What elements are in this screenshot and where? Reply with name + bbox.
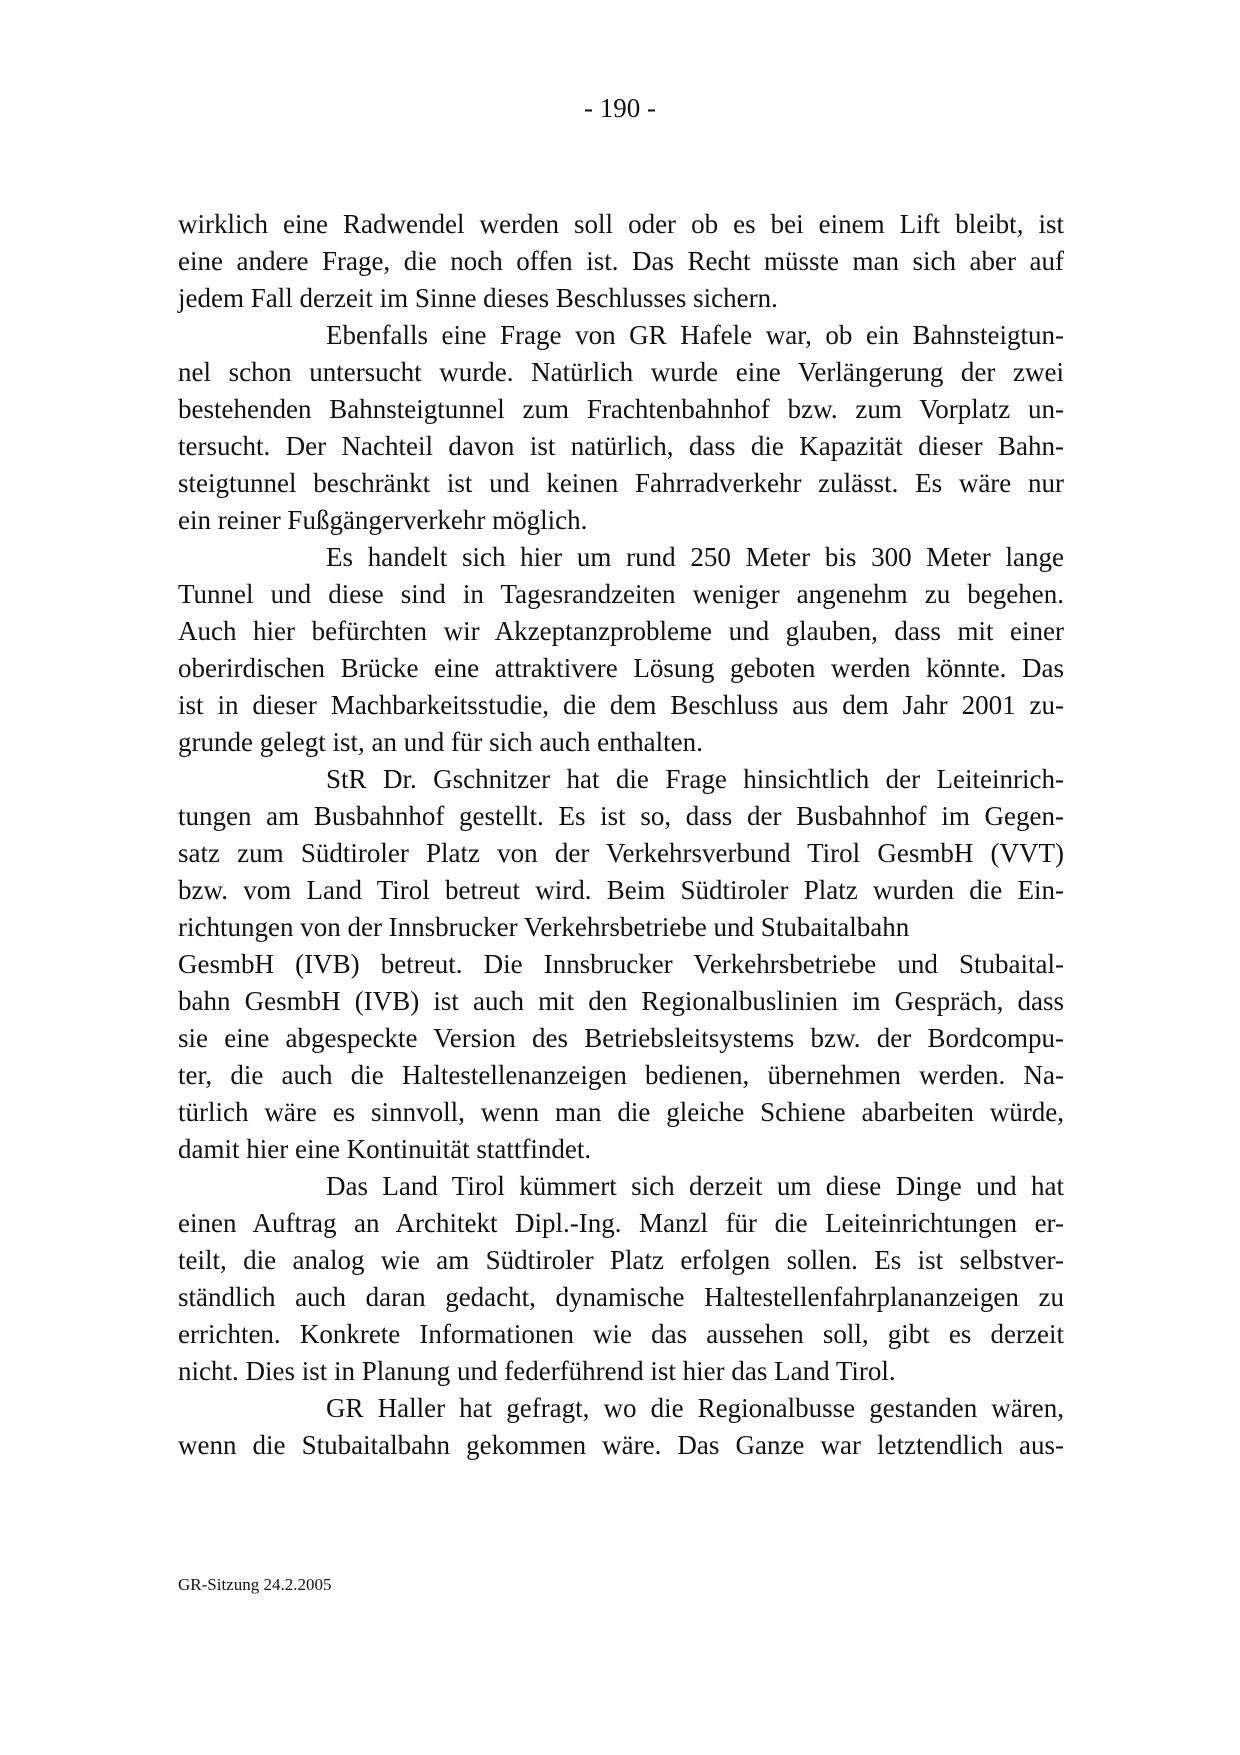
text-line: teilt, die analog wie am Südtiroler Platz erfolgen sollen. Es ist selbstver- [178, 1245, 1064, 1275]
text-line: GR Haller hat gefragt, wo die Regionalbusse gestanden wären, [326, 1393, 1064, 1423]
text-line: Tunnel und diese sind in Tagesrandzeiten weniger angenehm zu begehen. [178, 579, 1064, 609]
text-line: jedem Fall derzeit im Sinne dieses Beschlusses sichern. [178, 283, 778, 313]
footer-session-date: GR-Sitzung 24.2.2005 [178, 1575, 332, 1594]
text-line: ein reiner Fußgängerverkehr möglich. [178, 505, 588, 535]
text-line: nel schon untersucht wurde. Natürlich wurde eine Verlängerung der zwei [178, 357, 1064, 387]
text-line: einen Auftrag an Architekt Dipl.-Ing. Manzl für die Leiteinrichtungen er- [178, 1208, 1064, 1238]
text-line: eine andere Frage, die noch offen ist. Das Recht müsste man sich aber auf [178, 246, 1064, 276]
text-line: bestehenden Bahnsteigtunnel zum Frachtenbahnhof bzw. zum Vorplatz un- [178, 394, 1064, 424]
text-line: tungen am Busbahnhof gestellt. Es ist so, dass der Busbahnhof im Gegen- [178, 801, 1064, 831]
text-line: nicht. Dies ist in Planung und federführend ist hier das Land Tirol. [178, 1356, 896, 1386]
text-line: ter, die auch die Haltestellenanzeigen bedienen, übernehmen werden. Na- [178, 1060, 1064, 1090]
text-line: bzw. vom Land Tirol betreut wird. Beim Südtiroler Platz wurden die Ein- [178, 875, 1064, 905]
text-line: ist in dieser Machbarkeitsstudie, die dem Beschluss aus dem Jahr 2001 zu- [178, 690, 1064, 720]
text-line: StR Dr. Gschnitzer hat die Frage hinsichtlich der Leiteinrich- [326, 764, 1064, 794]
page-number: - 190 - [584, 93, 656, 123]
text-line: türlich wäre es sinnvoll, wenn man die gleiche Schiene abarbeiten würde, [178, 1097, 1064, 1127]
text-line: grunde gelegt ist, an und für sich auch enthalten. [178, 727, 703, 757]
text-line: satz zum Südtiroler Platz von der Verkehrsverbund Tirol GesmbH (VVT) [178, 838, 1064, 868]
text-line: Auch hier befürchten wir Akzeptanzprobleme und glauben, dass mit einer [178, 616, 1064, 646]
text-line: wirklich eine Radwendel werden soll oder ob es bei einem Lift bleibt, ist [178, 209, 1064, 239]
text-line: errichten. Konkrete Informationen wie das aussehen soll, gibt es derzeit [178, 1319, 1064, 1349]
text-line: richtungen von der Innsbrucker Verkehrsbetriebe und Stubaitalbahn [178, 912, 910, 942]
text-line: sie eine abgespeckte Version des Betriebsleitsystems bzw. der Bordcompu- [178, 1023, 1064, 1053]
text-line: steigtunnel beschränkt ist und keinen Fahrradverkehr zulässt. Es wäre nur [178, 468, 1064, 498]
text-line: damit hier eine Kontinuität stattfindet. [178, 1134, 592, 1164]
text-line: tersucht. Der Nachteil davon ist natürlich, dass die Kapazität dieser Bahn- [178, 431, 1064, 461]
text-line: Ebenfalls eine Frage von GR Hafele war, ob ein Bahnsteigtun- [326, 320, 1064, 350]
text-line: GesmbH (IVB) betreut. Die Innsbrucker Verkehrsbetriebe und Stubaital- [178, 949, 1064, 979]
text-line: bahn GesmbH (IVB) ist auch mit den Regionalbuslinien im Gespräch, dass [178, 986, 1064, 1016]
text-line: Das Land Tirol kümmert sich derzeit um diese Dinge und hat [326, 1171, 1064, 1201]
text-line: ständlich auch daran gedacht, dynamische Haltestellenfahrplananzeigen zu [178, 1282, 1064, 1312]
text-line: Es handelt sich hier um rund 250 Meter bis 300 Meter lange [326, 542, 1064, 572]
body-text [178, 206, 1064, 1464]
text-line: wenn die Stubaitalbahn gekommen wäre. Das Ganze war letztendlich aus- [178, 1430, 1064, 1460]
text-line: oberirdischen Brücke eine attraktivere Lösung geboten werden könnte. Das [178, 653, 1064, 683]
